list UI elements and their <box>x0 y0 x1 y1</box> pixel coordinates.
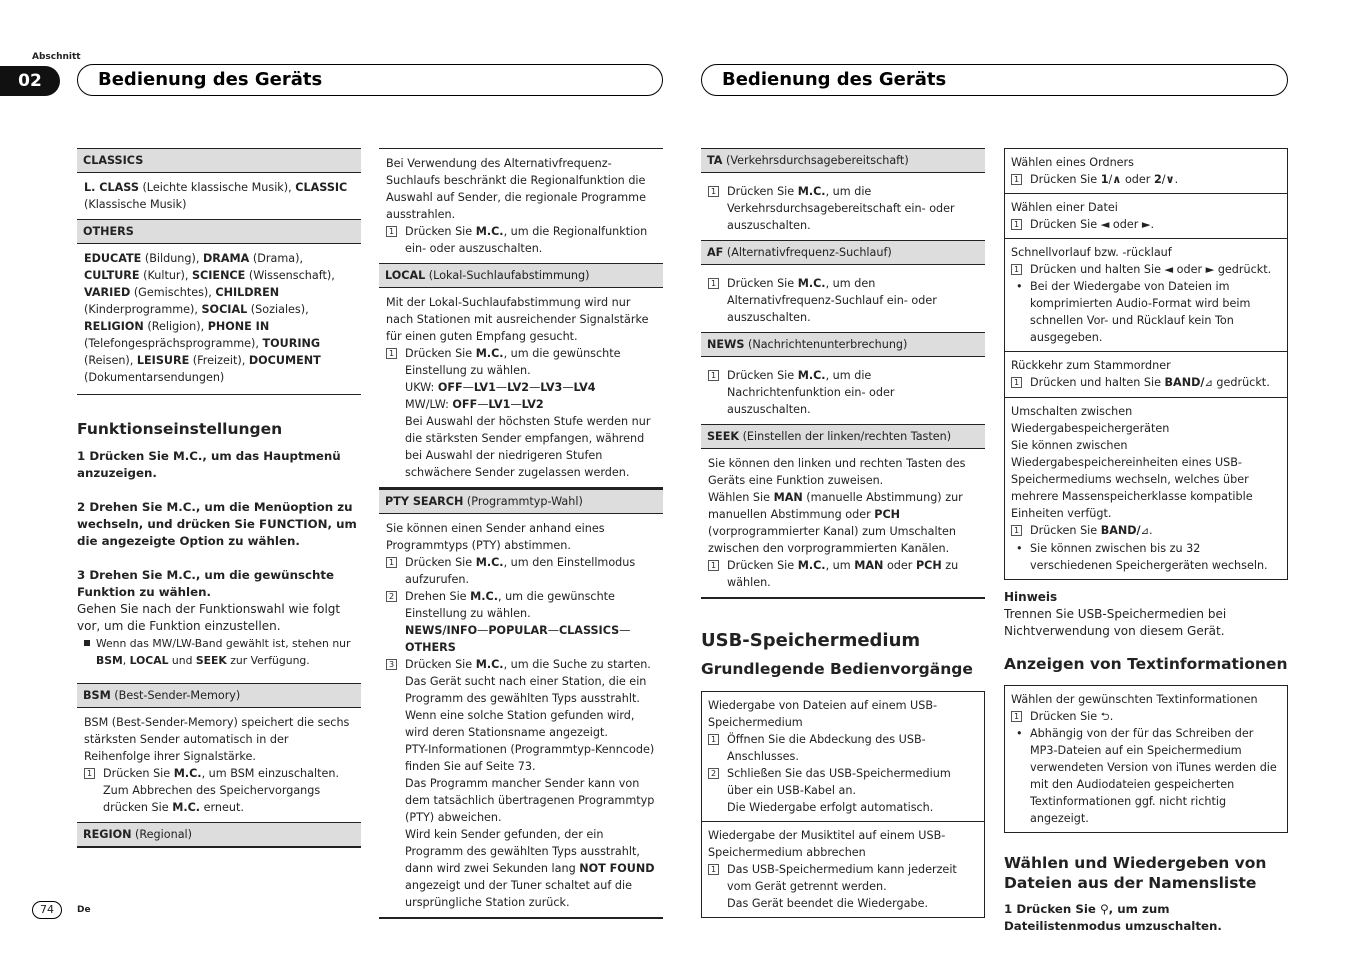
pty-step-3: 3 Drücken Sie M.C., um die Suche zu starten. Das Gerät sucht nach einer Station, die ein Programm des gewählten Typs ausstrahlt. Wenn eine solche Station gefunden wird, wird deren Stationsname angezeigt. PTY-Informationen (Programmtyp-Kenncode) finden Sie auf Seite 73. Das Programm mancher Sender kann von dem tatsächlich übertragenen Programmtyp (PTY) abweichen. Wird kein Sender gefunden, der ein Programm des gewählten Typs ausstrahlt, dann wird zwei Sekunden lang NOT FOUND angezeigt und der Tuner schaltet auf die ursprüngliche Station zurück. <box>386 656 656 911</box>
af-step: 1 Drücken Sie M.C., um den Alternativfrequenz-Suchlauf ein- oder auszuschalten. <box>708 275 978 326</box>
local-step: 1 Drücken Sie M.C., um die gewünschte Einstellung zu wählen. <box>386 345 656 379</box>
local-body: Mit der Lokal-Suchlaufabstimmung wird nur nach Stationen mit ausreichender Signalstärke für einen guten Empfang gesucht. 1 Drücken Sie M.C., um die gewünschte Einstellung zu wählen. UKW: OFF—LV1—LV2—LV3—LV4 MW/LW: OFF—LV1—LV2 Bei Auswahl der höchsten Stufe werden nur die stärksten Sender empfangen, während bei Auswahl der niedrigeren Stufen schwächere Sender zugelassen werden. <box>379 288 663 488</box>
seek-body: Sie können den linken und rechten Tasten des Geräts eine Funktion zuweisen. Wählen Sie MAN (manuelle Abstimmung) zur manuellen Abstimmung oder PCH (vorprogrammierter Kanal) zum Umschalten zwischen den vorprogrammierten Kanälen. 1 Drücken Sie M.C., um MAN oder PCH zu wählen. <box>701 449 985 599</box>
classics-body: L. CLASS (Leichte klassische Musik), CLASSIC (Klassische Musik) <box>84 181 348 211</box>
grund-heading: Grundlegende Bedienvorgänge <box>701 660 973 678</box>
funktion-step-3: 3 Drehen Sie M.C., um die gewünschte Funktion zu wählen. <box>77 568 335 599</box>
usb-controls-box <box>1004 148 1288 580</box>
local-mw: MW/LW: OFF—LV1—LV2 <box>405 398 544 411</box>
pty-body: Sie können einen Sender anhand eines Programmtyps (PTY) abstimmen. 1 Drücken Sie M.C., um den Einstellmodus aufzurufen. 2 Drehen Sie M.C., um die gewünschte Einstellung zu wählen. NEWS/INFO—POPULAR—CLASSICS— OTHERS 3 Drücken Sie M.C., um die Suche zu starten. Das Gerät sucht nach einer Station, die ein Programm des gewählten Typs ausstrahlt. Wenn eine solche Station gefunden wird, wird deren Stationsname angezeigt. PTY-Informationen (Programmtyp-Kenncode) finden Sie auf Seite 73. Das Programm mancher Sender kann von dem tatsächlich übertragenen Programmtyp (PTY) abweichen. Wird kein Sender gefunden, der ein Programm des gewählten Typs ausstrahlt, dann wird zwei Sekunden lang NOT FOUND angezeigt und der Tuner schaltet auf die ursprüngliche Station zurück. <box>379 514 663 919</box>
ta-body <box>701 173 985 240</box>
bsm-body: BSM (Best-Sender-Memory) speichert die sechs stärksten Sender automatisch in der Reihenfolge ihrer Signalstärke. 1 Drücken Sie M.C., um BSM einzuschalten. Zum Abbrechen des Speichervorgangs drücken Sie M.C. erneut. <box>77 708 361 822</box>
news-title: NEWS (Nachrichtenunterbrechung) <box>701 332 985 357</box>
page-language: De <box>77 905 91 915</box>
root-cell: Rückkehr zum Stammordner 1 Drücken und halten Sie BAND/⊿ gedrückt. <box>1005 352 1287 398</box>
funktion-step-1: 1 Drücken Sie M.C., um das Hauptmenü anzuzeigen. <box>77 449 341 480</box>
funktion-step-3-body: Gehen Sie nach der Funktionswahl wie folgt vor, um die Funktion einzustellen. <box>77 602 341 633</box>
hinweis-title: Hinweis <box>1004 590 1058 604</box>
pty-step-1: 1 Drücken Sie M.C., um den Einstellmodus aufzurufen. <box>386 554 656 588</box>
af-body <box>701 265 985 332</box>
region-body: Bei Verwendung des Alternativfrequenz-Suchlaufs beschränkt die Regionalfunktion die Auswahl auf Sender, die regionale Programme ausstrahlen. 1 Drücken Sie M.C., um die Regionalfunktion ein- oder auszuschalten. <box>379 149 663 263</box>
others-body: EDUCATE (Bildung), DRAMA (Drama), CULTURE (Kultur), SCIENCE (Wissenschaft), VARIED (Gemischtes), CHILDREN (Kinderprogramme), SOCIAL (Soziales), RELIGION (Religion), PHONE IN (Telefongesprächsprogramme), TOURING (Reisen), LEISURE (Freizeit), DOCUMENT (Dokumentarsendungen) <box>77 244 361 395</box>
section-number-badge: 02 <box>0 66 60 96</box>
band-icon: ⊿ <box>1140 526 1150 537</box>
region-title: REGION (Regional) <box>77 822 361 848</box>
column-2 <box>379 148 663 919</box>
column-3 <box>701 148 985 918</box>
classics-title: CLASSICS <box>77 148 361 173</box>
text-heading: Anzeigen von Textinformationen <box>1004 655 1288 673</box>
funktion-note: Wenn das MW/LW-Band gewählt ist, stehen nur BSM, LOCAL und SEEK zur Verfügung. <box>77 635 361 669</box>
band-icon: ⊿ <box>1204 378 1213 389</box>
local-ukw: UKW: OFF—LV1—LV2—LV3—LV4 <box>405 381 596 394</box>
ta-step: 1 Drücken Sie M.C., um die Verkehrsdurchsagebereitschaft ein- oder auszuschalten. <box>708 183 978 234</box>
hinweis-body: Trennen Sie USB-Speichermedien bei Nichtverwendung von diesem Gerät. <box>1004 607 1227 638</box>
text-cell: Wählen der gewünschten Textinformationen 1 Drücken Sie ⮌. • Abhängig von der für das Schreiben der MP3-Dateien auf ein Speichermedium verwendeten Version von iTunes werden die mit den Audiodateien gespeicherten Textinformationen ggf. nicht richtig angezeigt. <box>1005 686 1287 832</box>
af-title: AF (Alternativfrequenz-Suchlauf) <box>701 240 985 265</box>
column-4 <box>1004 148 1288 935</box>
device-cell: Umschalten zwischen Wiedergabespeichergeräten Sie können zwischen Wiedergabespeichereinheiten eines USB-Speichermediums wechseln, welches über mehrere Massenspeicherklasse kompatible Einheiten verfügt. 1 Drücken Sie BAND/⊿. • Sie können zwischen bis zu 32 verschiedenen Speichergeräten wechseln. <box>1005 398 1287 579</box>
header-left: Bedienung des Geräts <box>77 64 663 96</box>
ta-title: TA (Verkehrsdurchsagebereitschaft) <box>701 148 985 173</box>
page-number: 74 <box>32 901 62 919</box>
others-title: OTHERS <box>77 219 361 244</box>
seek-title: SEEK (Einstellen der linken/rechten Tasten) <box>701 424 985 449</box>
local-extra: Bei Auswahl der höchsten Stufe werden nur die stärksten Sender empfangen, während bei Auswahl der niedrigeren Stufen schwächere Sender zugelassen werden. <box>405 415 651 479</box>
bsm-title: BSM (Best-Sender-Memory) <box>77 683 361 708</box>
usb-play-cell: Wiedergabe von Dateien auf einem USB-Speichermedium 1 Öffnen Sie die Abdeckung des USB-Anschlusses. 2 Schließen Sie das USB-Speichermedium über ein USB-Kabel an. Die Wiedergabe erfolgt automatisch. <box>702 692 984 822</box>
funktion-step-2: 2 Drehen Sie M.C., um die Menüoption zu wechseln, und drücken Sie FUNCTION, um die angezeigte Option zu wählen. <box>77 500 357 548</box>
text-box <box>1004 685 1288 833</box>
usb-stop-cell: Wiedergabe der Musiktitel auf einem USB-Speichermedium abbrechen 1 Das USB-Speichermedium kann jederzeit vom Gerät getrennt werden. Das Gerät beendet die Wiedergabe. <box>708 829 957 910</box>
back-icon: ⮌ <box>1100 710 1110 723</box>
pty-step-2: 2 Drehen Sie M.C., um die gewünschte Einstellung zu wählen. NEWS/INFO—POPULAR—CLASSICS— OTHERS <box>386 588 656 656</box>
bsm-step: 1 Drücken Sie M.C., um BSM einzuschalten. Zum Abbrechen des Speichervorgangs drücken Sie M.C. erneut. <box>84 765 354 816</box>
funktion-heading: Funktionseinstellungen <box>77 420 283 438</box>
usb-heading: USB-Speichermedium <box>701 630 921 651</box>
search-icon: ⚲ <box>1100 902 1109 916</box>
ffwd-cell: Schnellvorlauf bzw. -rücklauf 1 Drücken und halten Sie ◄ oder ► gedrückt. • Bei der Wiedergabe von Dateien im komprimierten Audio-Format wird beim schnellen Vor- und Rücklauf kein Ton ausgegeben. <box>1005 239 1287 352</box>
liste-step-1: 1 Drücken Sie ⚲, um zum Dateilistenmodus umzuschalten. <box>1004 902 1222 933</box>
column-1 <box>77 148 361 848</box>
usb-box <box>701 691 985 918</box>
seek-step: 1 Drücken Sie M.C., um MAN oder PCH zu wählen. <box>708 557 978 591</box>
liste-heading: Wählen und Wiedergeben von Dateien aus der Namensliste <box>1004 854 1267 892</box>
local-title: LOCAL (Lokal-Suchlaufabstimmung) <box>379 263 663 288</box>
file-cell: Wählen einer Datei 1 Drücken Sie ◄ oder ►. <box>1005 194 1287 239</box>
pty-title: PTY SEARCH (Programmtyp-Wahl) <box>379 488 663 514</box>
region-step: 1 Drücken Sie M.C., um die Regionalfunktion ein- oder auszuschalten. <box>386 223 656 257</box>
news-step: 1 Drücken Sie M.C., um die Nachrichtenfunktion ein- oder auszuschalten. <box>708 367 978 418</box>
news-body <box>701 357 985 424</box>
header-right: Bedienung des Geräts <box>701 64 1288 96</box>
folder-cell: Wählen eines Ordners 1 Drücken Sie 1/∧ oder 2/∨. <box>1005 149 1287 194</box>
section-label: Abschnitt <box>32 52 81 62</box>
